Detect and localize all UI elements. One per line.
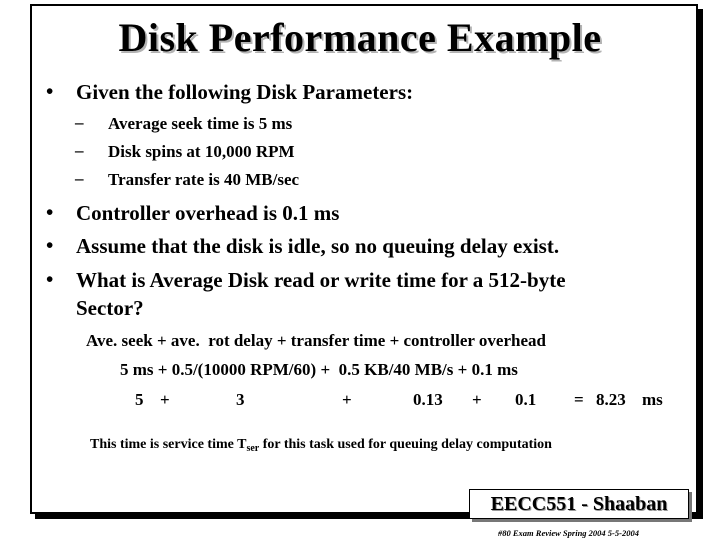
slide-footer: #80 Exam Review Spring 2004 5-5-2004 — [498, 528, 639, 538]
bullet-marker: • — [46, 200, 54, 224]
bullet-marker: • — [46, 79, 54, 103]
note-subscript: ser — [246, 443, 260, 454]
dash-marker: – — [75, 113, 84, 132]
calc-equals: = — [574, 390, 584, 409]
bullet-marker: • — [46, 267, 54, 291]
sub-bullet-transfer-rate: Transfer rate is 40 MB/sec — [108, 170, 300, 189]
calc-value-rotation: 3 — [236, 390, 245, 409]
slide-title: Disk Performance Example — [118, 15, 602, 60]
calc-result: 8.23 — [596, 390, 626, 409]
dash-marker: – — [75, 141, 84, 160]
calc-formula: Ave. seek + ave. rot delay + transfer time + controller overhead — [86, 331, 546, 350]
dash-marker: – — [75, 169, 84, 188]
course-badge — [469, 489, 689, 519]
calc-plus: + — [472, 390, 482, 409]
note-tail: for this task used for queuing delay computation — [259, 437, 552, 452]
service-time-note — [90, 437, 552, 454]
bullet-question-continued: Sector? — [76, 296, 144, 320]
calc-unit: ms — [642, 390, 663, 409]
calc-value-transfer: 0.13 — [413, 390, 443, 409]
calc-substituted: 5 ms + 0.5/(10000 RPM/60) + 0.5 KB/40 MB/s + 0.1 ms — [120, 360, 518, 379]
course-badge-text: EECC551 - Shaaban — [490, 493, 668, 515]
bullet-marker: • — [46, 233, 54, 257]
sub-bullet-rpm: Disk spins at 10,000 RPM — [108, 142, 295, 161]
note-text: This time is service time T — [90, 437, 247, 452]
calc-plus: + — [160, 390, 170, 409]
calc-value-seek: 5 — [135, 390, 144, 409]
bullet-controller-overhead: Controller overhead is 0.1 ms — [76, 201, 340, 225]
bullet-idle-disk: Assume that the disk is idle, so no queuing delay exist. — [76, 234, 560, 258]
bullet-question: What is Average Disk read or write time for a 512-byte — [76, 268, 566, 292]
calc-plus: + — [342, 390, 352, 409]
bullet-given-parameters: Given the following Disk Parameters: — [76, 80, 414, 104]
sub-bullet-seek-time: Average seek time is 5 ms — [108, 114, 293, 133]
calc-value-overhead: 0.1 — [515, 390, 537, 409]
